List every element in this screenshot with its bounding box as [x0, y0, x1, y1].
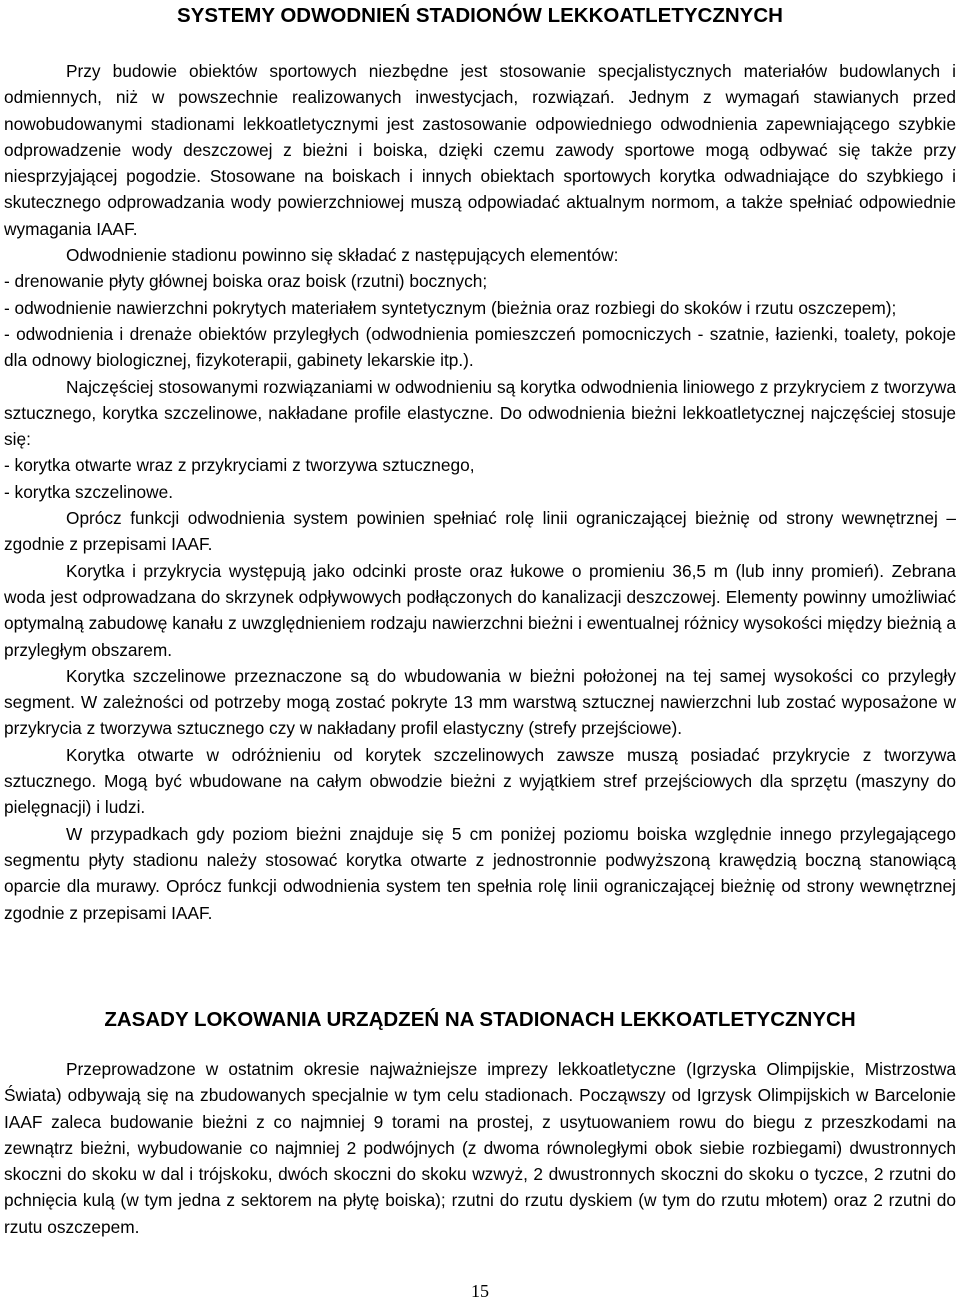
paragraph-solutions: Najczęściej stosowanymi rozwiązaniami w odwodnieniu są korytka odwodnienia liniowego z przykryciem z tworzywa sztucznego, korytka szczelinowe, nakładane profile elastyczne. Do odwodnienia bieżni lekkoatletycznej najczęściej stosuje się: [4, 376, 956, 450]
section-heading-drainage: SYSTEMY ODWODNIEŃ STADIONÓW LEKKOATLETYCZNYCH [177, 4, 783, 27]
paragraph-channel-segments: Korytka i przykrycia występują jako odcinki proste oraz łukowe o promieniu 36,5 m (lub inny promień). Zebrana woda jest odprowadzana do skrzynek odpływowych podłączonych do kanalizacji deszczowej. Elementy powinny umożliwiać optymalną zabudowę kanału z uwzględnieniem rodzaju nawierzchni bieżni i ewentualnej różnicy wysokości między bieżnią a przyległym obszarem. [4, 560, 956, 660]
list-item: - odwodnienia i drenaże obiektów przyległych (odwodnienia pomieszczeń pomocniczych - szatnie, łazienki, toalety, pokoje dla odnowy biologicznej, fizykoterapii, gabinety lekarskie itp.). [4, 323, 956, 371]
list-item: - odwodnienie nawierzchni pokrytych materiałem syntetycznym (bieżnia oraz rozbiegi do skoków i rzutu oszczepem); [4, 297, 897, 318]
section-heading-facilities: ZASADY LOKOWANIA URZĄDZEŃ NA STADIONACH LEKKOATLETYCZNYCH [104, 1008, 856, 1031]
paragraph-slot-channels: Korytka szczelinowe przeznaczone są do wbudowania w bieżni położonej na tej samej wysokości co przyległy segment. W zależności od potrzeby mogą zostać pokryte 13 mm warstwą sztucznej nawierzchni lub zostać wyposażone w przykrycia z tworzywa sztucznego czy w nakładany profil elastyczny (strefy przejściowe). [4, 665, 956, 739]
section-body-drainage [4, 58, 956, 926]
paragraph-elements-intro: Odwodnienie stadionu powinno się składać z następujących elementów: [66, 245, 619, 266]
section-body-facilities [4, 1056, 956, 1240]
list-item: - korytka otwarte wraz z przykryciami z tworzywa sztucznego, [4, 455, 475, 476]
paragraph-open-channels: Korytka otwarte w odróżnieniu od korytek szczelinowych zawsze muszą posiadać przykrycie z tworzywa sztucznego. Mogą być wbudowane na całym obwodzie bieżni z wyjątkiem stref przejściowych dla sprzętu (maszyny do pielęgnacji) i ludzi. [4, 744, 956, 818]
paragraph-boundary-line: Oprócz funkcji odwodnienia system powinien spełniać rolę linii ograniczającej bieżnię od strony wewnętrznej – zgodnie z przepisami IAAF. [4, 508, 956, 555]
list-item: - korytka szczelinowe. [4, 481, 174, 502]
page-number: 15 [471, 1281, 489, 1301]
paragraph-intro: Przy budowie obiektów sportowych niezbędne jest stosowanie specjalistycznych materiałów budowlanych i odmiennych, niż w powszechnie realizowanych inwestycjach, rozwiązań. Jednym z wymagań stawianych przed nowobudowanymi stadionami lekkoatletycznymi jest zastosowanie odpowiedniego odwodnienia zapewniającego szybkie odprowadzenie wody deszczowej z bieżni i boiska, dzięki czemu zawody sportowe mogą odbywać się także przy niesprzyjającej pogodzie. Stosowane na boiskach i innych obiektach sportowych korytka odwadniające do szybkiego i skutecznego odprowadzania wody powierzchniowej muszą odpowiadać aktualnym normom, a także spełniać odpowiednie wymagania IAAF. [4, 61, 956, 239]
paragraph-raised-edge: W przypadkach gdy poziom bieżni znajduje się 5 cm poniżej poziomu boiska względnie innego przylegającego segmentu płyty stadionu należy stosować korytka otwarte z jednostronnie podwyższoną krawędzią boczną stanowiącą oparcie dla murawy. Oprócz funkcji odwodnienia system ten spełnia rolę linii ograniczającej bieżnię od strony wewnętrznej zgodnie z przepisami IAAF. [4, 823, 956, 923]
paragraph-facilities: Przeprowadzone w ostatnim okresie najważniejsze imprezy lekkoatletyczne (Igrzyska Olimpijskie, Mistrzostwa Świata) odbywają się na zbudowanych specjalnie w tym celu stadionach. Począwszy od Igrzysk Olimpijskich w Barcelonie IAAF zaleca budowanie bieżni z co najmniej 9 torami na prostej, z usytuowaniem rowu do biegu z przeszkodami na zewnątrz bieżni, wybudowanie co najmniej 2 podwójnych (z dwoma równoległymi obok siebie rozbiegami) dwustronnych skoczni do skoku w dal i trójskoku, dwóch skoczni do skoku wzwyż, 2 dwustronnych skoczni do skoku o tyczce, 2 rzutni do pchnięcia kulą (w tym jedna z sektorem na płytę boiska); rzutni do rzutu dyskiem (w tym do rzutu młotem) oraz 2 rzutni do rzutu oszczepem. [4, 1059, 956, 1237]
list-item: - drenowanie płyty głównej boiska oraz boisk (rzutni) bocznych; [4, 271, 488, 292]
